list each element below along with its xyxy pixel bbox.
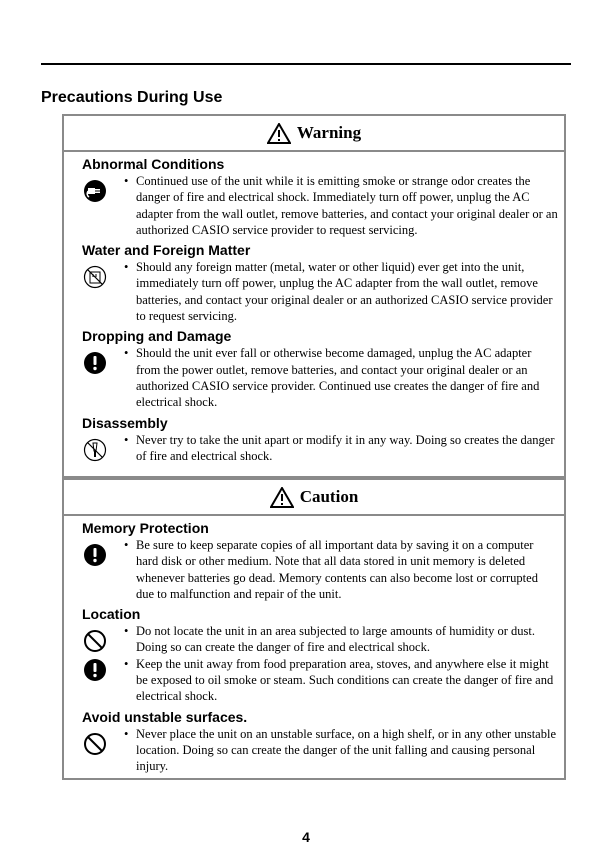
category-water-foreign-matter: [64, 241, 564, 324]
section-title: Precautions During Use: [41, 89, 223, 106]
category-dropping-damage: [64, 327, 564, 410]
list-item: • Should the unit ever fall or otherwise become damaged, unplug the AC adapter from the power outlet, remove batteries, and contact your original dealer or an authorized CASIO service provider. Continued use creates the danger of fire and electrical shock.: [122, 345, 558, 410]
warning-box: [62, 114, 566, 478]
list-item: • Should any foreign matter (metal, water or other liquid) ever get into the unit, immediately turn off power, unplug the AC adapter from the wall outlet, remove batteries, and contact your original dealer or an authorized CASIO service provider to request servicing.: [122, 259, 558, 324]
warning-triangle-icon: [270, 487, 294, 508]
list-item: • Do not locate the unit in an area subjected to large amounts of humidity or dust. Doing so can create the danger of fire and electrical shock.: [122, 623, 558, 656]
list-item: • Be sure to keep separate copies of all important data by saving it on a computer hard disk or other medium. Note that all data stored in unit memory is deleted whenever batteries go dead. Memory contents can also become lost or corrupted due to malfunction and repair of the unit.: [122, 537, 558, 602]
list-item: • Never place the unit on an unstable surface, on a high shelf, or in any other unstable location. Doing so can create the danger of the unit falling and causing personal injury.: [122, 726, 558, 775]
list-item: • Keep the unit away from food preparation area, stoves, and anywhere else it might be exposed to oil smoke or steam. Such conditions can create the danger of fire and electrical shock.: [122, 656, 558, 705]
caution-header-label: Caution: [299, 487, 359, 506]
category-title: Water and Foreign Matter: [82, 242, 251, 259]
category-disassembly: [64, 414, 564, 465]
warning-header-label: Warning: [296, 123, 362, 142]
warning-header: [64, 116, 564, 152]
category-title: Abnormal Conditions: [82, 156, 225, 172]
category-abnormal-conditions: [64, 155, 564, 238]
category-title: Memory Protection: [82, 520, 209, 536]
category-avoid-unstable-surfaces: [64, 708, 564, 775]
list-item: • Never try to take the unit apart or modify it in any way. Doing so creates the danger of fire and electrical shock.: [122, 432, 558, 465]
category-title: Avoid unstable surfaces.: [82, 708, 248, 725]
category-title: Location: [82, 606, 141, 623]
page-number: 4: [302, 829, 310, 845]
warning-triangle-icon: [267, 123, 291, 144]
list-item: • Continued use of the unit while it is emitting smoke or strange odor creates the danger of fire and electrical shock. Immediately turn off power, unplug the AC adapter from the wall outlet, remove batteries, and contact your original dealer or an authorized CASIO service provider to request servicing.: [122, 173, 558, 238]
category-memory-protection: [64, 519, 564, 602]
category-title: Dropping and Damage: [82, 328, 232, 345]
top-rule: [41, 63, 571, 65]
caution-header: [64, 478, 564, 516]
caution-box: [62, 478, 566, 780]
category-title: Disassembly: [82, 414, 168, 431]
category-location: [64, 605, 564, 704]
